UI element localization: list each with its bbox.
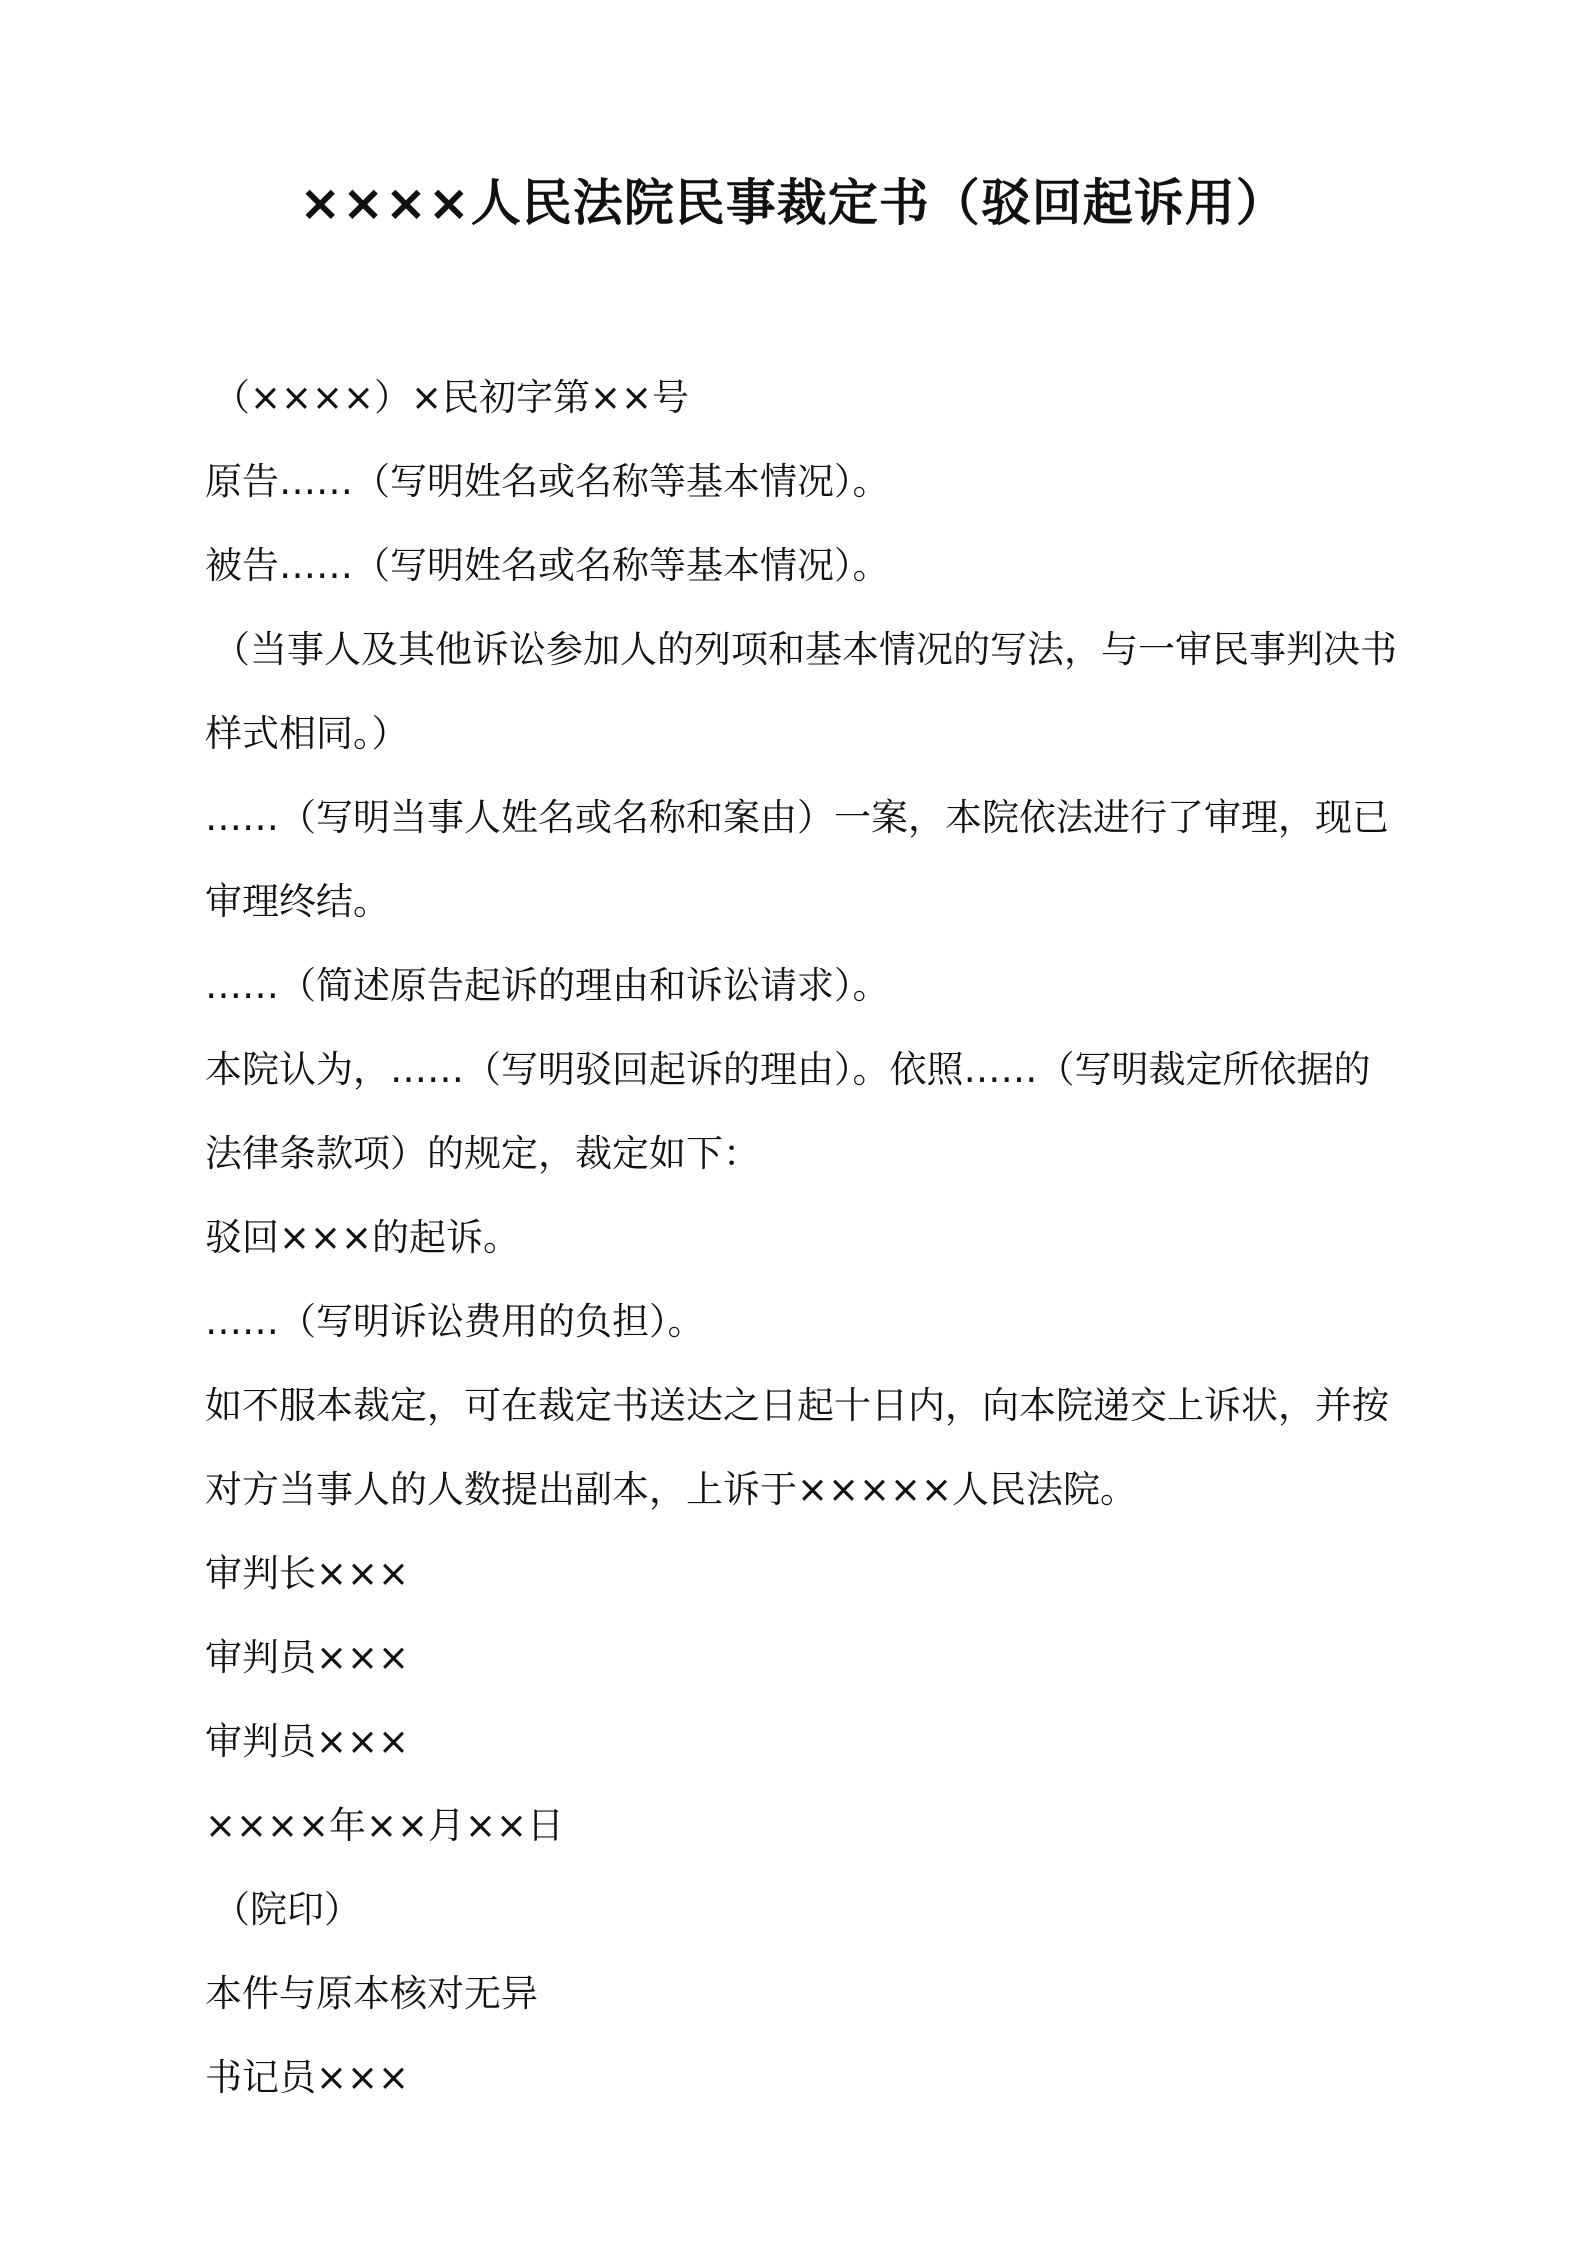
appeal-notice-line-2: 对方当事人的人数提出副本，上诉于×××××人民法院。 — [205, 1468, 1138, 1511]
document-title: ××××人民法院民事裁定书（驳回起诉用） — [299, 174, 1287, 232]
defendant-line: 被告……（写明姓名或名称等基本情况）。 — [205, 544, 890, 587]
clerk-line: 书记员××× — [205, 2056, 410, 2099]
court-seal-line: （院印） — [213, 1888, 361, 1931]
case-summary-line-1: ……（写明当事人姓名或名称和案由）一案，本院依法进行了审理，现已 — [205, 796, 1389, 839]
case-number: （××××）×民初字第××号 — [213, 376, 690, 419]
party-note-line-1: （当事人及其他诉讼参加人的列项和基本情况的写法，与一审民事判决书 — [213, 628, 1397, 671]
case-summary-line-2: 审理终结。 — [205, 880, 390, 923]
appeal-notice-line-1: 如不服本裁定，可在裁定书送达之日起十日内，向本院递交上诉状，并按 — [205, 1384, 1389, 1427]
plaintiff-line: 原告……（写明姓名或名称等基本情况）。 — [205, 460, 890, 503]
ruling-line: 驳回×××的起诉。 — [205, 1216, 521, 1259]
court-opinion-line-2: 法律条款项）的规定，裁定如下： — [205, 1132, 760, 1175]
judge-line-2: 审判员××× — [205, 1720, 410, 1763]
date-line: ××××年××月××日 — [205, 1804, 565, 1847]
litigation-fee-line: ……（写明诉讼费用的负担）。 — [205, 1300, 705, 1343]
presiding-judge-line: 审判长××× — [205, 1552, 410, 1595]
judge-line-1: 审判员××× — [205, 1636, 410, 1679]
document-body — [205, 356, 1395, 2120]
party-note-line-2: 样式相同。） — [205, 712, 409, 755]
court-opinion-line-1: 本院认为，……（写明驳回起诉的理由）。依照……（写明裁定所依据的 — [205, 1048, 1371, 1091]
verification-line: 本件与原本核对无异 — [205, 1972, 538, 2015]
claim-summary-line: ……（简述原告起诉的理由和诉讼请求）。 — [205, 964, 890, 1007]
